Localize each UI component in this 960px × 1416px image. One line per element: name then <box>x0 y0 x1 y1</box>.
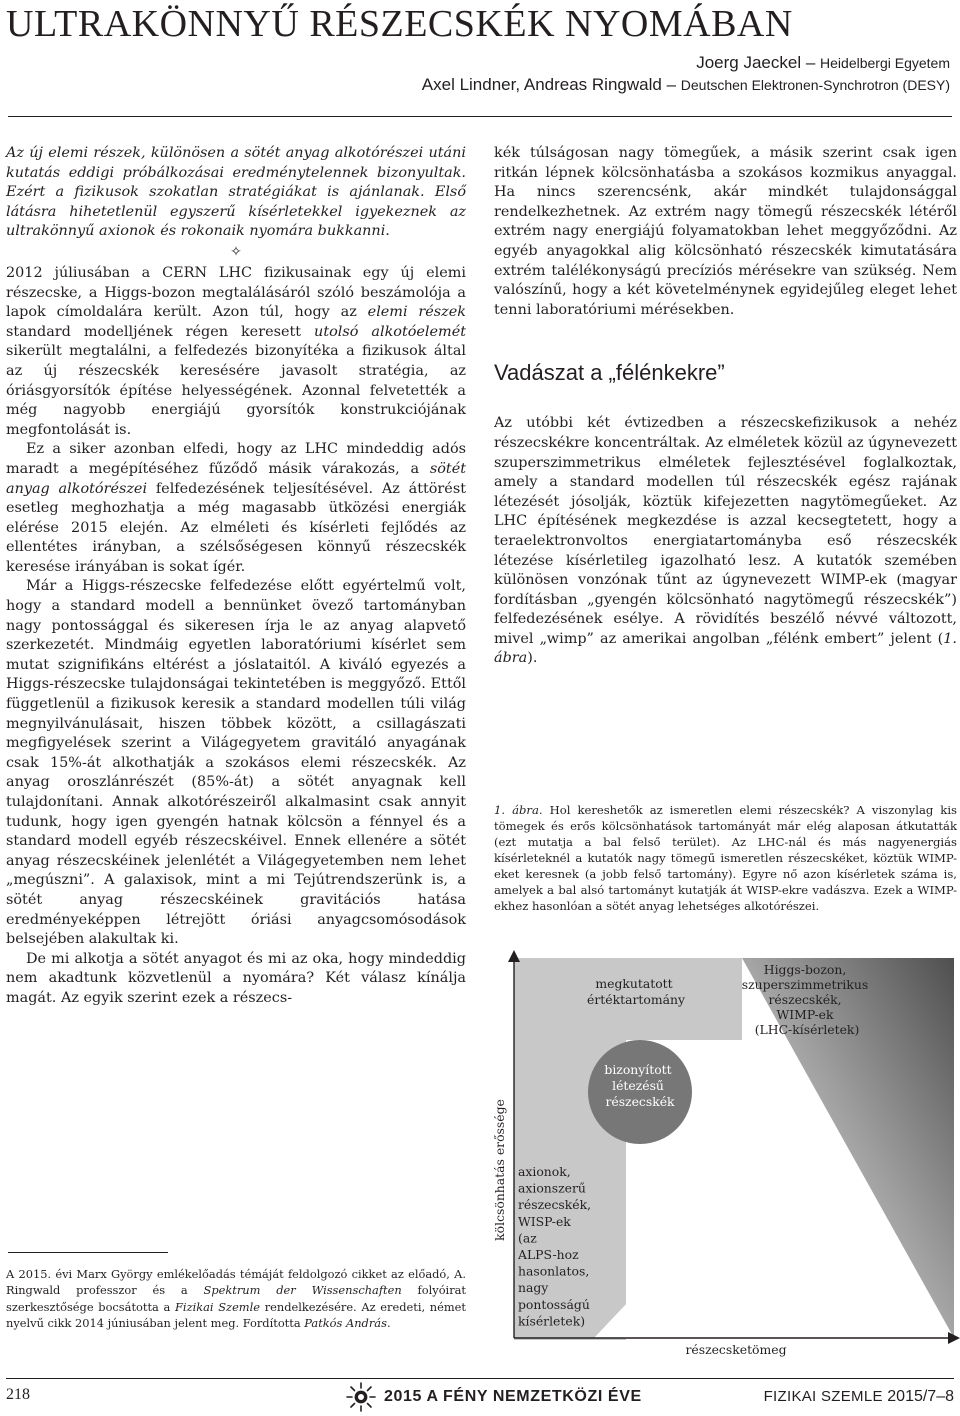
paragraph: Ez a siker azonban elfedi, hogy az LHC mindeddig adós maradt a megépítéséhez fűződő másik várakozás, a sötét anyag alkotórészei felfedezésének teljesítésével. Az áttörést esetleg meghozhatja a még magasabb ütközési energiák elérése 2015 elején. Az elméleti és kísérleti fejlődés az ellentétes irányban, a szélsőségesen könnyű részecskék keresése irányában is sokat ígér. <box>6 441 466 575</box>
figure-caption: 1. ábra. Hol kereshetők az ismeretlen elemi részecskék? A viszonylag kis tömegek és erős kölcsönhatások tartományát már elég alaposan átkutatták (ezt mutatja a bal felső terület). Az LHC-nál és más nagyenergiás kísérleteknél a kutatók nagy tömegű ismeretlen részecskéket, köztük WIMP-eket keresnek (a jobb felső tartomány). Egyre nő azon kísérletek száma is, amelyek a bal alsó tartományt kutatják át WISP-ekre vadászva. Ezek a WIMP-ekhez hasonlóan a sötét anyag lehetséges alkotórészei. <box>494 803 957 913</box>
author-name: Axel Lindner, Andreas Ringwald <box>421 75 662 94</box>
proven-particles-label: bizonyított létezésű részecskék <box>604 1062 675 1109</box>
y-axis-label: kölcsönhatás erőssége <box>492 1099 507 1241</box>
page-number: 218 <box>6 1386 30 1403</box>
footnote: A 2015. évi Marx György emlékelőadás témáját feldolgozó cikket az előadó, A. Ringwald professzor és a Spektrum der Wissenschaften folyóirat szerkesztősége bocsátotta a Fizikai Szemle rendelkezésére. Az eredeti, német nyelvű cikk 2014 júniusában jelent meg. Fordította Patkós András. <box>6 1267 467 1331</box>
figure-caption-label: 1. ábra <box>494 803 539 817</box>
emphasis: sötét anyag alkotórészei <box>6 460 466 497</box>
right-column <box>494 144 957 669</box>
author-line-1 <box>422 52 950 74</box>
sun-logo-icon <box>344 1382 378 1412</box>
paragraph: kék túlságosan nagy tömegűek, a másik szerint csak igen ritkán lépnek kölcsönhatásba a szokásos kozmikus anyaggal. Ha nincs szerencsénk, akár mindkét tulajdonsággal rendelkezhetnek. Az extrém nagy tömegű részecskék létéről extrém nagy energiájú folyamatokban lehet meggyőződni. Az egyéb anyagokkal alig kölcsönható részecskék kimutatására extrém talélékonyságú precíziós mérésekre van szükség. Nem valószínű, hogy a két követelménynek egyidejűleg eleget lehet tenni laboratóriumi mérésekben. <box>494 145 957 318</box>
year-of-light-title: 2015 A FÉNY NEMZETKÖZI ÉVE <box>384 1388 642 1405</box>
figure-diagram <box>484 950 960 1370</box>
author-name: Joerg Jaeckel <box>696 53 802 72</box>
paragraph: Az utóbbi két évtizedben a részecskefizikusok a nehéz részecskékre koncentráltak. Az elméletek közül az úgynevezett szuperszimmetrikus elméletek fejlesztésével foglalkoztak, amely a standard modellen túl részecskék egész rajának létezését jósolják, köztük kifejezetten nagytömegűeket. Az LHC építésének megkezdése is azzal kecsegtetett, hogy a teraelektronvoltos energiatartományba eső részecskék létezése kísérletileg igazolható lesz. A kutatók szemében különösen vonzónak tűnt az úgynevezett WIMP-ek (magyar fordításban „gyengén kölcsönható nagytömegű részecskék”) felfedezésének esélye. A rövidítés beszélő névvé változott, mivel „wimp” az amerikai angolban „félénk embert” jelent (1. ábra). <box>494 415 957 667</box>
author-affiliation: Deutschen Elektronen-Synchrotron (DESY) <box>680 77 950 93</box>
article-title: ULTRAKÖNNYŰ RÉSZECSKÉK NYOMÁBAN <box>6 3 793 45</box>
emphasis: elemi részek <box>367 304 467 321</box>
abstract: Az új elemi részek, különösen a sötét anyag alkotórészei utáni kutatás eddigi próbálkozásai eredménytelennek bizonyultak. Ezért a fizikusok szokatlan stratégiákat is ajánlanak. Első látásra hihetetlenül egyszerű kísérletekkel igyekeznek az ultrakönnyű axionok és rokonaik nyomára bukkanni. <box>6 145 466 240</box>
diagram-svg <box>484 950 960 1370</box>
author-line-2 <box>422 74 950 96</box>
journal-issue: 2015/7–8 <box>887 1388 954 1405</box>
author-affiliation: Heidelbergi Egyetem <box>820 55 950 71</box>
axion-wisp-label: axionok, axionszerű részecskék, WISP-ek (az ALPS-hoz hasonlatos, nagy pontosságú kísérletek) <box>518 1164 592 1329</box>
paragraph: Már a Higgs-részecske felfedezése előtt egyértelmű volt, hogy a standard modell a bennünket övező tartományban nagy pontossággal és sikeresen írja le az anyag alapvető szerkezetét. Mindmáig egyetlen laboratóriumi kísérlet sem mutat szignifikáns eltérést a jóslataitól. A kiváló egyezés a Higgs-részecske tulajdonságai tekintetében is meggyőző. Ettől függetlenül a fizikusok keresik a standard modellen túli világ megnyilvánulásait, hiszen többek között, a csillagászati megfigyelések szerint a Világegyetem gravitáló anyagának csak 15%-át alkothatják a szokásos elemi részecskék. Az anyag oroszlánrészét (85%-át) a sötét anyagnak kell tulajdonítani. Annak alkotórészeiről alkalmasint csak annyit tudunk, hogy igen gyengén hatnak kölcsön a fénnyel és a standard modell egyéb részecskéivel. Ennek ellenére a sötét anyag részecskéinek jelenlétét a Világegyetemben nem lehet „megúszni”. A galaxisok, mint a mi Tejútrendszerünk is, a sötét anyag részecskéinek gravitációs hatása eredményeképpen létrejött óriási anyagcsomósodások belsejében alakultak ki. <box>6 578 466 948</box>
section-heading: Vadászat a „félénkekre” <box>494 360 725 386</box>
author-block <box>422 52 950 96</box>
left-column <box>6 144 466 1009</box>
x-axis-label: részecsketömeg <box>685 1342 787 1357</box>
author-dash: – <box>805 53 816 72</box>
separator-diamond: ✧ <box>230 243 242 260</box>
paragraph: De mi alkotja a sötét anyagot és mi az oka, hogy mindeddig nem akadtunk közvetlenül a nyomára? Két válasz kínálja magát. Az egyik szerint ezek a részecs- <box>6 950 466 1006</box>
paragraph: 2012 júliusában a CERN LHC fizikusainak egy új elemi részecske, a Higgs-bozon megtalálásáról szóló beszámolója a lapok címoldalára került. Azon túl, hogy az elemi részek standard modelljének régen keresett utolsó alkotóelemét sikerült megtalálni, a felfedezés bizonyítéka a fizikusok által az új részecskék keresésére javasolt stratégia, az óriásgyorsítók építése helyességének. Azonnal felvetették a még nagyobb energiájú gyorsítók konstrukciójának megfontolását is. <box>6 264 467 438</box>
higgs-wimp-label: Higgs-bozon, szuperszimmetrikus részecskék, WIMP-ek (LHC-kísérletek) <box>741 962 869 1037</box>
emphasis: utolsó alkotóelemét <box>314 323 466 340</box>
title-rule <box>8 116 952 117</box>
explored-label: megkutatott értéktartomány <box>587 976 685 1007</box>
y-axis-arrow <box>508 950 520 962</box>
figure-reference: 1. ábra <box>494 630 957 667</box>
journal-info <box>764 1388 954 1406</box>
author-dash: – <box>666 75 677 94</box>
footnote-rule <box>8 1252 168 1253</box>
journal-name: FIZIKAI SZEMLE <box>763 1388 883 1405</box>
footer-rule <box>6 1378 954 1379</box>
